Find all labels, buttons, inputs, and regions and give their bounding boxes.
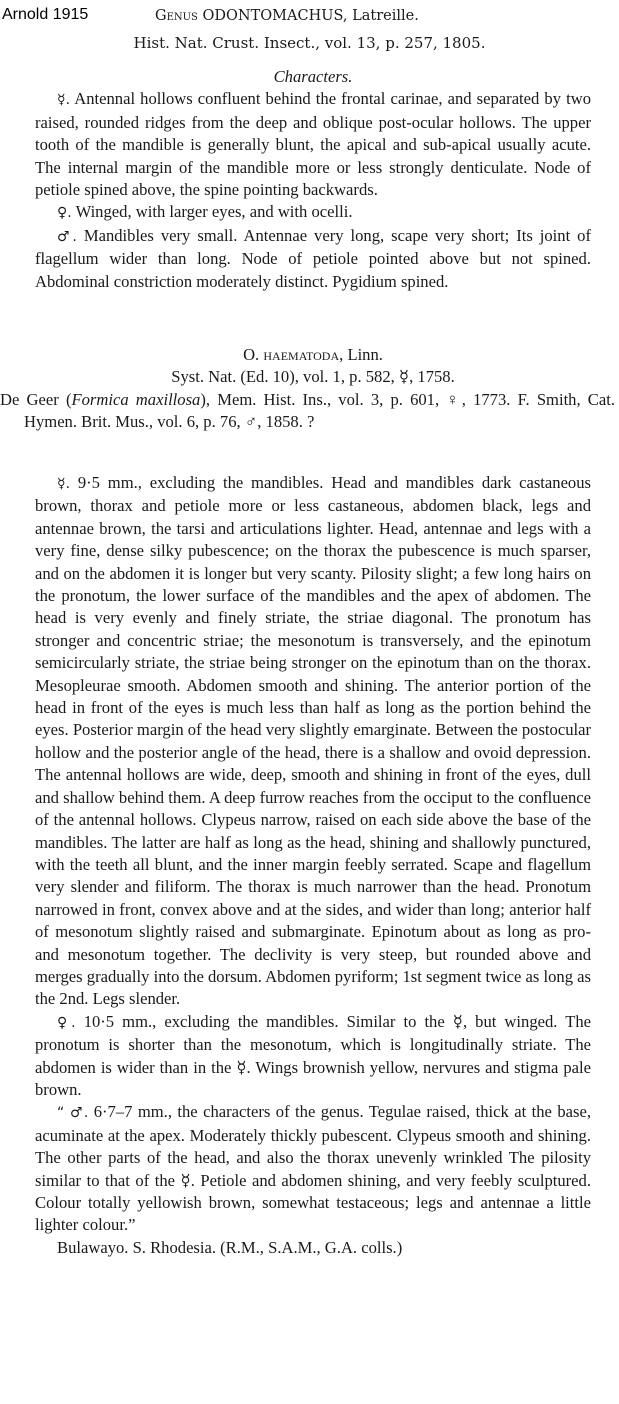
genus-prefix: Genus — [155, 8, 198, 24]
description-text: 9·5 mm., excluding the mandibles. Head and mandibles dark castaneous brown, thorax and petiole more or less castaneous, abdomen black, legs and antennae brown, the tarsi and articulations lighter. Head, antennae and legs with a very fine, dense silky pubescence; on the thorax the pubescence is much sparser, and on the abdomen it is longer but very scanty. Pilosity slight; a few long hairs on the pronotum, the lower surface of the mandibles and the apex of abdomen. The head is very evenly and finely striate, the striae diagonal. The pronotum has stronger and concentric striae; the mesonotum is transversely, and the epinotum semicircularly striate, the striae being stronger on the epinotum than on the thorax. Mesopleurae smooth. Abdomen smooth and shining. The anterior portion of the head in front of the eyes is much less than half as long as the portion behind the eyes. Posterior margin of the head very slightly emarginate. Between the postocular hollow and the posterior angle of the head, there is a shallow and ovoid depression. The antennal hollows are wide, deep, smooth and shining in front of the eyes, dull and shallow behind them. A deep furrow reaches from the occiput to the confluence of the antennal hollows. Clypeus narrow, raised on each side above the base of the mandibles. The latter are half as long as the head, shining and shallowly punctured, with the teeth all blunt, and the inner margin feebly serrated. Scape and flagellum very slender and filiform. The thorax is much narrower than the head. Pronotum narrowed in front, convex above and at the sides, and wider than long; anterior half of mesonotum slightly raised and submarginate. Epinotum about as long as pro- and mesonotum together. The declivity is very steep, but rounded above and merges gradually into the dorsum. Abdomen pyriform; 1st segment twice as long as the 2nd. Legs slender. — [35, 473, 591, 1009]
character-worker — [35, 88, 591, 201]
characters-heading: Characters. — [273, 67, 353, 86]
genus-name: ODONTOMACHUS, Latreille. — [202, 8, 419, 24]
genus-heading — [155, 8, 419, 24]
genus-reference: Hist. Nat. Crust. Insect., vol. 13, p. 257, 1805. — [133, 34, 486, 52]
species-name: haematoda — [263, 345, 340, 364]
source-tag: Arnold 1915 — [2, 6, 89, 23]
character-male — [35, 225, 591, 293]
characters-section — [35, 66, 591, 293]
character-female — [35, 201, 591, 224]
synonymy-rest: ), Mem. Hist. Ins., vol. 3, p. 601, ♀, 1773. F. Smith, Cat. Hymen. Brit. Mus., vol. 6, p. 76, ♂, 1858. ? — [24, 389, 615, 432]
description-text: 6·7–7 mm., the characters of the genus. Tegulae raised, thick at the base, acuminate at the apex. Moderately thickly pubescent. Clypeus smooth and shining. The other parts of the head, and also the thorax unevenly wrinkled The pilosity similar to that of the ☿. Petiole and abdomen shining, and very feebly sculptured. Colour totally yellowish brown, somewhat testaceous; legs and antennae a little lighter colour.” — [35, 1102, 591, 1235]
character-text: Mandibles very small. Antennae very long, scape very short; Its joint of flagellum wider than long. Node of petiole pointed above but not spined. Abdominal constriction moderately distinct. Pygidium spined. — [35, 225, 591, 291]
male-symbol: “ ♂. — [57, 1105, 89, 1122]
description-female — [35, 1011, 591, 1102]
synonymy-italic: Formica maxillosa — [71, 389, 201, 409]
locality: Bulawayo. S. Rhodesia. (R.M., S.A.M., G.A. colls.) — [57, 1237, 403, 1257]
description-text: 10·5 mm., excluding the mandibles. Similar to the ☿, but winged. The pronotum is shorter than the mesonotum, which is longitudinally striate. The abdomen is wider than in the ☿. Wings brownish yellow, nervures and stigma pale brown. — [35, 1011, 591, 1099]
female-symbol: ♀. — [57, 1014, 76, 1031]
synonymy-start: De Geer ( — [0, 389, 72, 409]
species-author: , Linn. — [339, 345, 383, 364]
species-prefix: O. — [243, 345, 260, 364]
male-symbol: ♂. — [57, 228, 77, 245]
worker-symbol: ☿. — [57, 92, 71, 109]
character-text: Winged, with larger eyes, and with ocelli. — [75, 202, 353, 222]
female-symbol: ♀. — [57, 205, 72, 222]
species-reference: Syst. Nat. (Ed. 10), vol. 1, p. 582, ☿, 1758. — [171, 367, 455, 387]
description-worker — [35, 472, 591, 1011]
descriptions-section — [35, 472, 591, 1259]
description-male — [35, 1101, 591, 1236]
worker-symbol: ☿. — [57, 476, 71, 492]
species-heading — [35, 344, 591, 366]
species-section — [0, 344, 615, 434]
synonymy — [0, 389, 615, 434]
character-text: Antennal hollows confluent behind the frontal carinae, and separated by two raised, rounded ridges from the deep and oblique post-ocular hollows. The upper tooth of the mandible is generally blunt, the apical and sub-apical usually acute. The internal margin of the mandible more or less strongly denticulate. Node of petiole spined above, the spine pointing backwards. — [35, 89, 592, 200]
